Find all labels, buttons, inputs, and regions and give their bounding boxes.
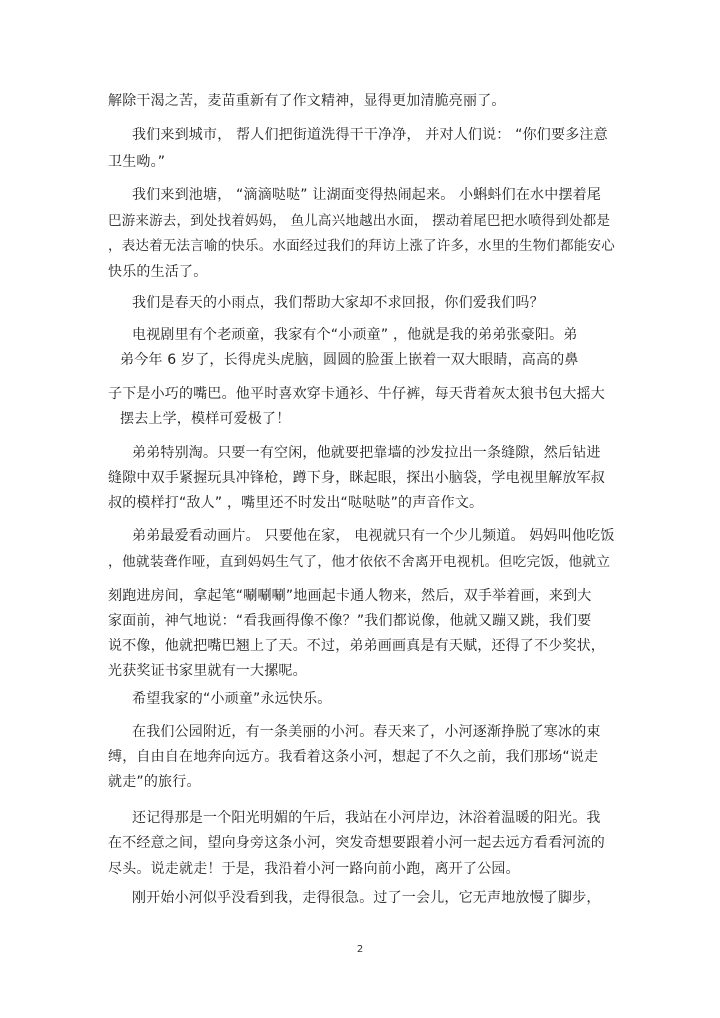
text-line: 缚，自由自在地奔向远方。我看着这条小河，想起了不久之前，我们那场“说走	[108, 749, 599, 765]
text-line: 子下是小巧的嘴巴。他平时喜欢穿卡通衫、牛仔裤，每天背着灰太狼书包大摇大	[108, 386, 605, 402]
page-number: 2	[356, 944, 364, 955]
text-line: 刚开始小河似乎没看到我，走得很急。过了一会儿，它无声地放慢了脚步，	[132, 890, 601, 906]
text-line: 希望我家的“小顽童”永远快乐。	[132, 691, 332, 707]
text-line: ，表达着无法言喻的快乐。水面经过我们的拜访上涨了许多，水里的生物们都能安心	[108, 238, 615, 254]
text-line: 巴游来游去，到处找着妈妈， 鱼儿高兴地越出水面， 摆动着尾巴把水喷得到处都是	[108, 213, 611, 229]
text-line: 摆去上学，模样可爱极了！	[120, 411, 291, 427]
text-line: 卫生呦。”	[108, 154, 166, 170]
text-line: 解除干渴之苦，麦苗重新有了作文精神，显得更加清脆亮丽了。	[108, 93, 506, 109]
text-line: 在不经意之间，望向身旁这条小河，突发奇想要跟着小河一起去远方看看河流的	[108, 835, 605, 851]
text-line: 弟弟最爱看动画片。 只要他在家， 电视就只有一个少儿频道。 妈妈叫他吃饭	[132, 528, 615, 544]
text-line: 说不像，他就把嘴巴翘上了天。不过，弟弟画画真是有天赋，还得了不少奖状，	[108, 638, 605, 654]
text-line: 弟今年 6 岁了，长得虎头虎脑，圆圆的脸蛋上嵌着一双大眼睛，高高的鼻	[120, 352, 579, 368]
text-line: 我们来到城市， 帮人们把街道洗得干干净净， 并对人们说： “你们要多注意	[132, 127, 608, 143]
text-line: 家面前，神气地说：“看我画得像不像？”我们都说像，他就又蹦又跳，我们要	[108, 613, 592, 629]
text-line: 我们来到池塘， “滴滴哒哒” 让湖面变得热闹起来。 小蝌蚪们在水中摆着尾	[132, 187, 602, 203]
text-line: 光获奖证书家里就有一大摞呢。	[108, 663, 307, 679]
text-line: 刻跑进房间，拿起笔“唰唰唰”地画起卡通人物来，然后，双手举着画，来到大	[108, 588, 592, 604]
text-line: 电视剧里有个老顽童，我家有个“小顽童” ，他就是我的弟弟张豪阳。弟	[132, 327, 578, 343]
text-line: 快乐的生活了。	[108, 264, 208, 280]
text-line: ，他就装聋作哑，直到妈妈生气了，他才依依不舍离开电视机。但吃完饭，他就立	[108, 554, 611, 570]
text-line: 叔的模样打“敌人” ，嘴里还不时发出“哒哒哒”的声音作文。	[108, 495, 484, 511]
text-line: 还记得那是一个阳光明媚的午后，我站在小河岸边，沐浴着温暖的阳光。我	[132, 810, 601, 826]
text-line: 弟弟特别淘。只要一有空闲，他就要把靠墙的沙发拉出一条缝隙，然后钻进	[132, 445, 601, 461]
text-line: 就走”的旅行。	[108, 774, 201, 790]
text-line: 尽头。说走就走！于是，我沿着小河一路向前小跑，离开了公园。	[108, 861, 520, 877]
text-line: 缝隙中双手紧握玩具冲锋枪，蹲下身，眯起眼，探出小脑袋，学电视里解放军叔	[108, 470, 605, 486]
text-line: 在我们公园附近，有一条美丽的小河。春天来了，小河逐渐挣脱了寒冰的束	[132, 724, 601, 740]
text-line: 我们是春天的小雨点，我们帮助大家却不求回报，你们爱我们吗？	[132, 295, 544, 311]
